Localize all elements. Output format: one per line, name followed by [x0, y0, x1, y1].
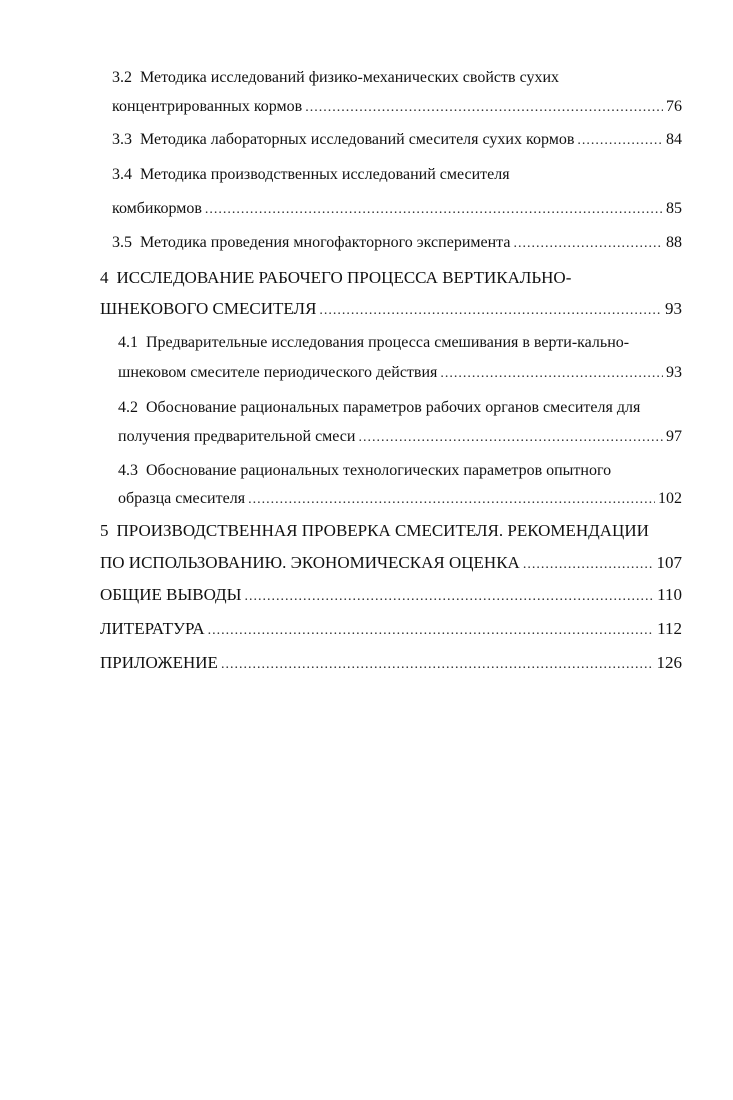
- toc-entry-4-1-line2: [118, 363, 682, 383]
- toc-chapter-5-line2: [100, 553, 682, 573]
- toc-entry-title-continued: ШНЕКОВОГО СМЕСИТЕЛЯ: [100, 299, 317, 318]
- toc-page-number: 93: [665, 299, 682, 318]
- toc-appendix: [100, 653, 682, 673]
- dot-leader: [221, 655, 654, 675]
- toc-entry-title-continued: шнековом смесителе периодического действия: [118, 364, 438, 381]
- toc-entry-3-2-line2: [112, 97, 682, 117]
- toc-page-number: 85: [666, 200, 682, 217]
- toc-entry-title: ПРИЛОЖЕНИЕ: [100, 653, 218, 672]
- toc-page-number: 97: [666, 428, 682, 445]
- toc-entry-title: Методика лабораторных исследований смесителя сухих кормов: [140, 131, 575, 148]
- toc-page-number: 88: [666, 234, 682, 251]
- toc-entry-3-4-line2: [112, 199, 682, 219]
- dot-leader: [319, 301, 662, 321]
- dot-leader: [248, 490, 655, 510]
- toc-entry-4-3-line2: [118, 489, 682, 509]
- toc-entry-number: 3.5: [112, 234, 132, 251]
- toc-entry-3-3: [112, 130, 682, 150]
- toc-entry-title-continued: образца смесителя: [118, 490, 246, 507]
- toc-entry-title: Методика исследований физико-механических свойств сухих: [140, 69, 560, 86]
- toc-entry-4-2-line2: [118, 427, 682, 447]
- toc-page-number: 112: [657, 619, 682, 638]
- toc-entry-title: Обоснование рациональных технологических параметров опытного: [146, 462, 612, 479]
- dot-leader: [513, 234, 663, 254]
- dot-leader: [244, 587, 654, 607]
- toc-entry-title-continued: ПО ИСПОЛЬЗОВАНИЮ. ЭКОНОМИЧЕСКАЯ ОЦЕНКА: [100, 553, 520, 572]
- toc-entry-number: 3.3: [112, 131, 132, 148]
- toc-entry-number: 4.1: [118, 334, 138, 351]
- toc-page-number: 76: [666, 98, 682, 115]
- toc-page-number: 84: [666, 131, 682, 148]
- toc-entry-title: ПРОИЗВОДСТВЕННАЯ ПРОВЕРКА СМЕСИТЕЛЯ. РЕКОМЕНДАЦИИ: [116, 521, 649, 540]
- toc-entry-3-2-line1: [112, 68, 559, 88]
- dot-leader: [577, 131, 663, 151]
- dot-leader: [358, 428, 663, 448]
- toc-page-number: 93: [666, 364, 682, 381]
- toc-page-number: 102: [658, 490, 682, 507]
- toc-page-number: 110: [657, 585, 682, 604]
- toc-entry-title: ИССЛЕДОВАНИЕ РАБОЧЕГО ПРОЦЕССА ВЕРТИКАЛЬНО-: [116, 268, 572, 287]
- toc-entry-3-4-line1: [112, 165, 510, 185]
- toc-entry-number: 4.2: [118, 399, 138, 416]
- toc-chapter-4-line1: [100, 268, 571, 288]
- toc-entry-4-1-line1: [118, 333, 629, 353]
- dot-leader: [208, 621, 655, 641]
- toc-entry-number: 4.3: [118, 462, 138, 479]
- toc-entry-title: ЛИТЕРАТУРА: [100, 619, 205, 638]
- toc-entry-4-3-line1: [118, 461, 611, 481]
- toc-entry-number: 3.4: [112, 166, 132, 183]
- toc-entry-number: 4: [100, 268, 109, 287]
- toc-entry-number: 5: [100, 521, 109, 540]
- toc-references: [100, 619, 682, 639]
- toc-chapter-4-line2: [100, 299, 682, 319]
- toc-page-number: 126: [656, 653, 682, 672]
- toc-entry-title: ОБЩИЕ ВЫВОДЫ: [100, 585, 242, 604]
- toc-entry-3-5: [112, 233, 682, 253]
- toc-chapter-5-line1: [100, 521, 649, 541]
- toc-entry-title: Методика производственных исследований смесителя: [140, 166, 510, 183]
- toc-entry-title-continued: комбикормов: [112, 200, 202, 217]
- toc-general-conclusions: [100, 585, 682, 605]
- dot-leader: [305, 98, 663, 118]
- toc-entry-title-continued: получения предварительной смеси: [118, 428, 356, 445]
- dot-leader: [523, 555, 654, 575]
- toc-page-number: 107: [656, 553, 682, 572]
- toc-entry-number: 3.2: [112, 69, 132, 86]
- dot-leader: [440, 364, 663, 384]
- toc-entry-title: Предварительные исследования процесса смешивания в верти-кально-: [146, 334, 630, 351]
- dot-leader: [205, 200, 663, 220]
- toc-entry-title-continued: концентрированных кормов: [112, 98, 303, 115]
- toc-entry-title: Методика проведения многофакторного эксперимента: [140, 234, 511, 251]
- toc-entry-title: Обоснование рациональных параметров рабочих органов смесителя для: [146, 399, 641, 416]
- toc-entry-4-2-line1: [118, 398, 640, 418]
